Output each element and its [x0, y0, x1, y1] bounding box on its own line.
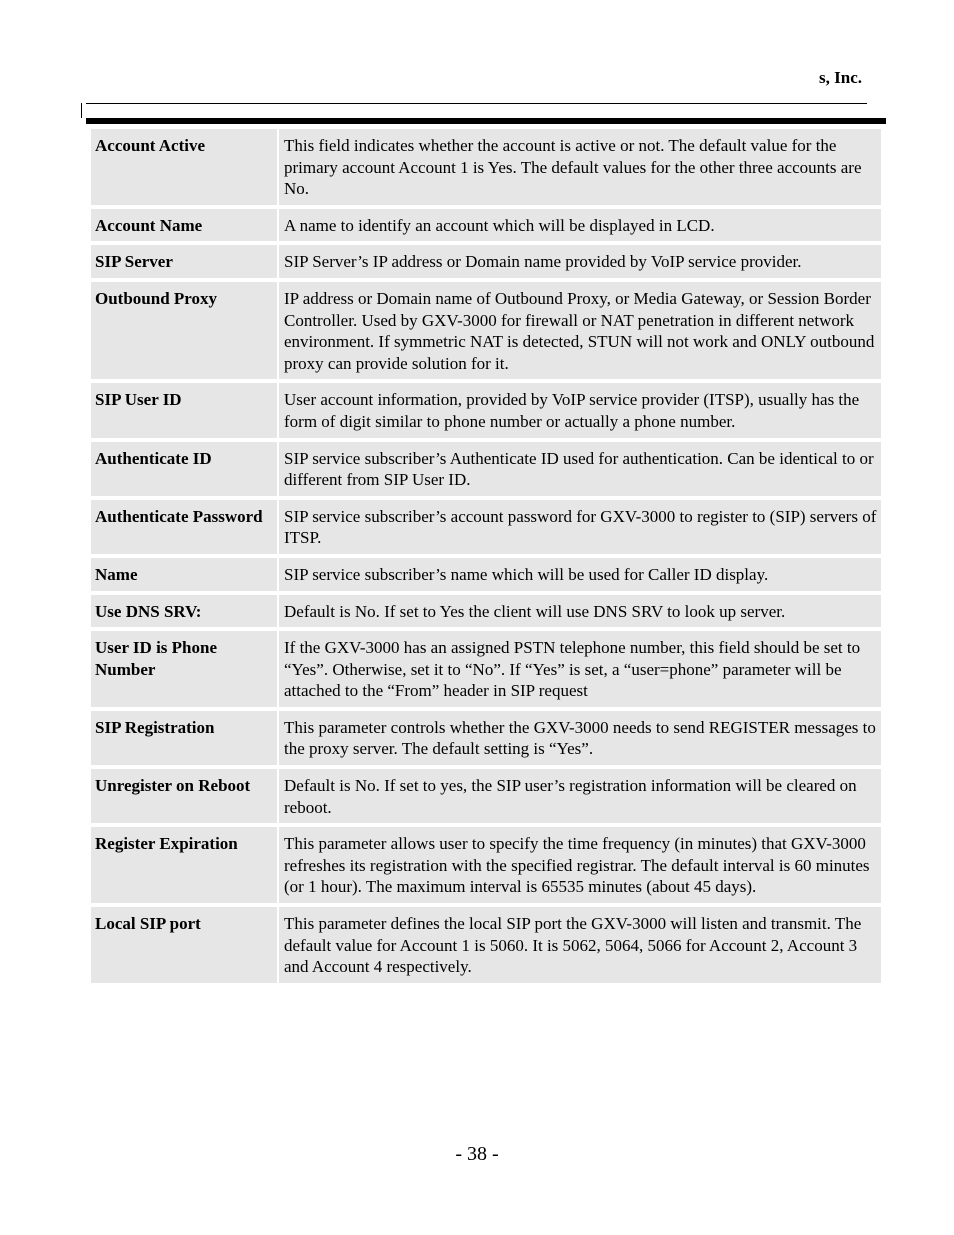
row-description: User account information, provided by VoIP service provider (ITSP), usually has the form of digit similar to phone number or actually a phone number.: [279, 383, 881, 437]
table-row: [91, 595, 881, 628]
row-label: Authenticate ID: [91, 442, 277, 496]
header-tick: [81, 103, 82, 118]
row-description: IP address or Domain name of Outbound Proxy, or Media Gateway, or Session Border Controller. Used by GXV-3000 for firewall or NAT penetration in different network environment. If symmetric NAT is detected, STUN will not work and ONLY outbound proxy can provide solution for it.: [279, 282, 881, 379]
table-row: [91, 711, 881, 765]
table-row: [91, 827, 881, 903]
row-label: Outbound Proxy: [91, 282, 277, 379]
row-description: This field indicates whether the account is active or not. The default value for the primary account Account 1 is Yes. The default values for the other three accounts are No.: [279, 129, 881, 205]
header-rule: [86, 103, 867, 104]
table-row: [91, 383, 881, 437]
table-row: [91, 769, 881, 823]
row-description: If the GXV-3000 has an assigned PSTN telephone number, this field should be set to “Yes”. Otherwise, set it to “No”. If “Yes” is set, a “user=phone” parameter will be attached to the “From” header in SIP request: [279, 631, 881, 707]
table-row: [91, 558, 881, 591]
page-number: - 38 -: [455, 1143, 499, 1165]
row-label: Name: [91, 558, 277, 591]
row-label: Register Expiration: [91, 827, 277, 903]
table-row: [91, 282, 881, 379]
table-row: [91, 245, 881, 278]
table-row: [91, 907, 881, 983]
row-description: SIP Server’s IP address or Domain name provided by VoIP service provider.: [279, 245, 881, 278]
table-top-rule: [86, 118, 886, 124]
row-label: Account Name: [91, 209, 277, 242]
table-row: [91, 500, 881, 554]
row-description: A name to identify an account which will be displayed in LCD.: [279, 209, 881, 242]
row-description: Default is No. If set to Yes the client will use DNS SRV to look up server.: [279, 595, 881, 628]
table-row: [91, 209, 881, 242]
table-row: [91, 442, 881, 496]
row-description: This parameter defines the local SIP port the GXV-3000 will listen and transmit. The default value for Account 1 is 5060. It is 5062, 5064, 5066 for Account 2, Account 3 and Account 4 respectively.: [279, 907, 881, 983]
table-row: [91, 129, 881, 205]
row-description: This parameter controls whether the GXV-3000 needs to send REGISTER messages to the proxy server. The default setting is “Yes”.: [279, 711, 881, 765]
row-label: SIP User ID: [91, 383, 277, 437]
row-label: SIP Server: [91, 245, 277, 278]
row-label: Account Active: [91, 129, 277, 205]
header-company: s, Inc.: [819, 68, 862, 87]
parameter-table: [89, 125, 883, 987]
row-label: Unregister on Reboot: [91, 769, 277, 823]
row-description: SIP service subscriber’s account password for GXV-3000 to register to (SIP) servers of ITSP.: [279, 500, 881, 554]
row-label: Authenticate Password: [91, 500, 277, 554]
row-label: User ID is Phone Number: [91, 631, 277, 707]
row-description: Default is No. If set to yes, the SIP user’s registration information will be cleared on reboot.: [279, 769, 881, 823]
row-label: Local SIP port: [91, 907, 277, 983]
row-label: Use DNS SRV:: [91, 595, 277, 628]
row-description: This parameter allows user to specify the time frequency (in minutes) that GXV-3000 refreshes its registration with the specified registrar. The default interval is 60 minutes (or 1 hour). The maximum interval is 65535 minutes (about 45 days).: [279, 827, 881, 903]
row-label: SIP Registration: [91, 711, 277, 765]
row-description: SIP service subscriber’s Authenticate ID used for authentication. Can be identical to or different from SIP User ID.: [279, 442, 881, 496]
table-row: [91, 631, 881, 707]
row-description: SIP service subscriber’s name which will be used for Caller ID display.: [279, 558, 881, 591]
